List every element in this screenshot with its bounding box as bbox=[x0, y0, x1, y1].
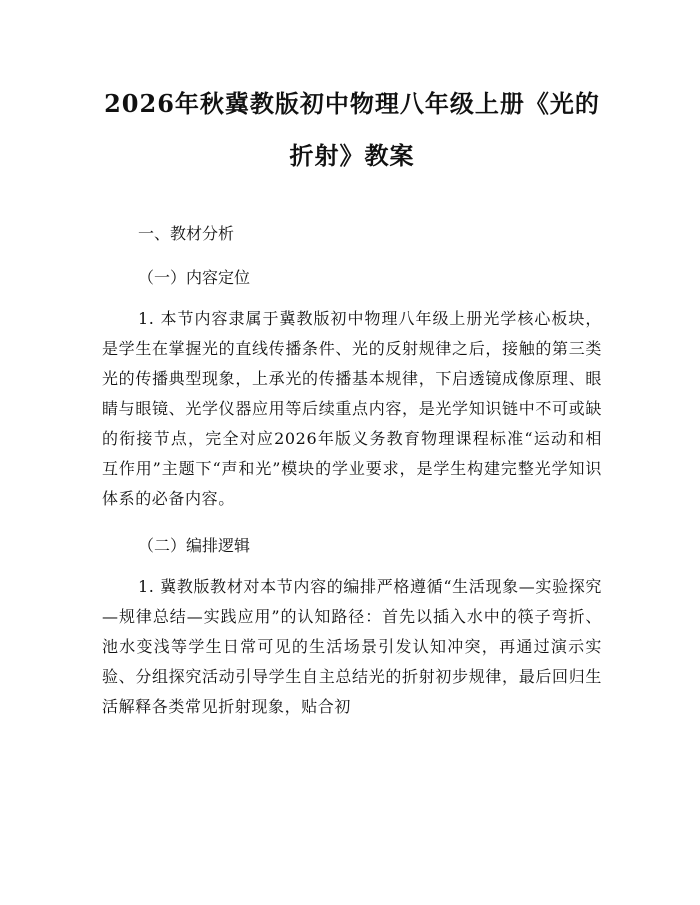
section-heading-teaching-material-analysis: 一、教材分析 bbox=[138, 224, 235, 243]
title-line-2: 折射》教案 bbox=[289, 141, 415, 170]
document-title bbox=[102, 78, 602, 182]
paragraph-arrangement-logic: 1. 冀教版教材对本节内容的编排严格遵循“生活现象—实验探究—规律总结—实践应用”的认知路径：首先以插入水中的筷子弯折、池水变浅等学生日常可见的生活场景引发认知冲突，再通过演示实验、分组探究活动引导学生自主总结光的折射初步规律，最后回归生活解释各类常见折射现象，贴合初 bbox=[102, 577, 602, 716]
paragraph-content-positioning: 1. 本节内容隶属于冀教版初中物理八年级上册光学核心板块，是学生在掌握光的直线传播条件、光的反射规律之后，接触的第三类光的传播典型现象，上承光的传播基本规律，下启透镜成像原理、眼睛与眼镜、光学仪器应用等后续重点内容，是光学知识链中不可或缺的衔接节点，完全对应2026年版义务教育物理课程标准“运动和相互作用”主题下“声和光”模块的学业要求，是学生构建完整光学知识体系的必备内容。 bbox=[102, 309, 602, 508]
subsection-heading-content-positioning: （一）内容定位 bbox=[138, 268, 251, 287]
subsection-heading-arrangement-logic: （二）编排逻辑 bbox=[138, 536, 251, 555]
title-line-1: 2026年秋冀教版初中物理八年级上册《光的 bbox=[104, 89, 600, 118]
